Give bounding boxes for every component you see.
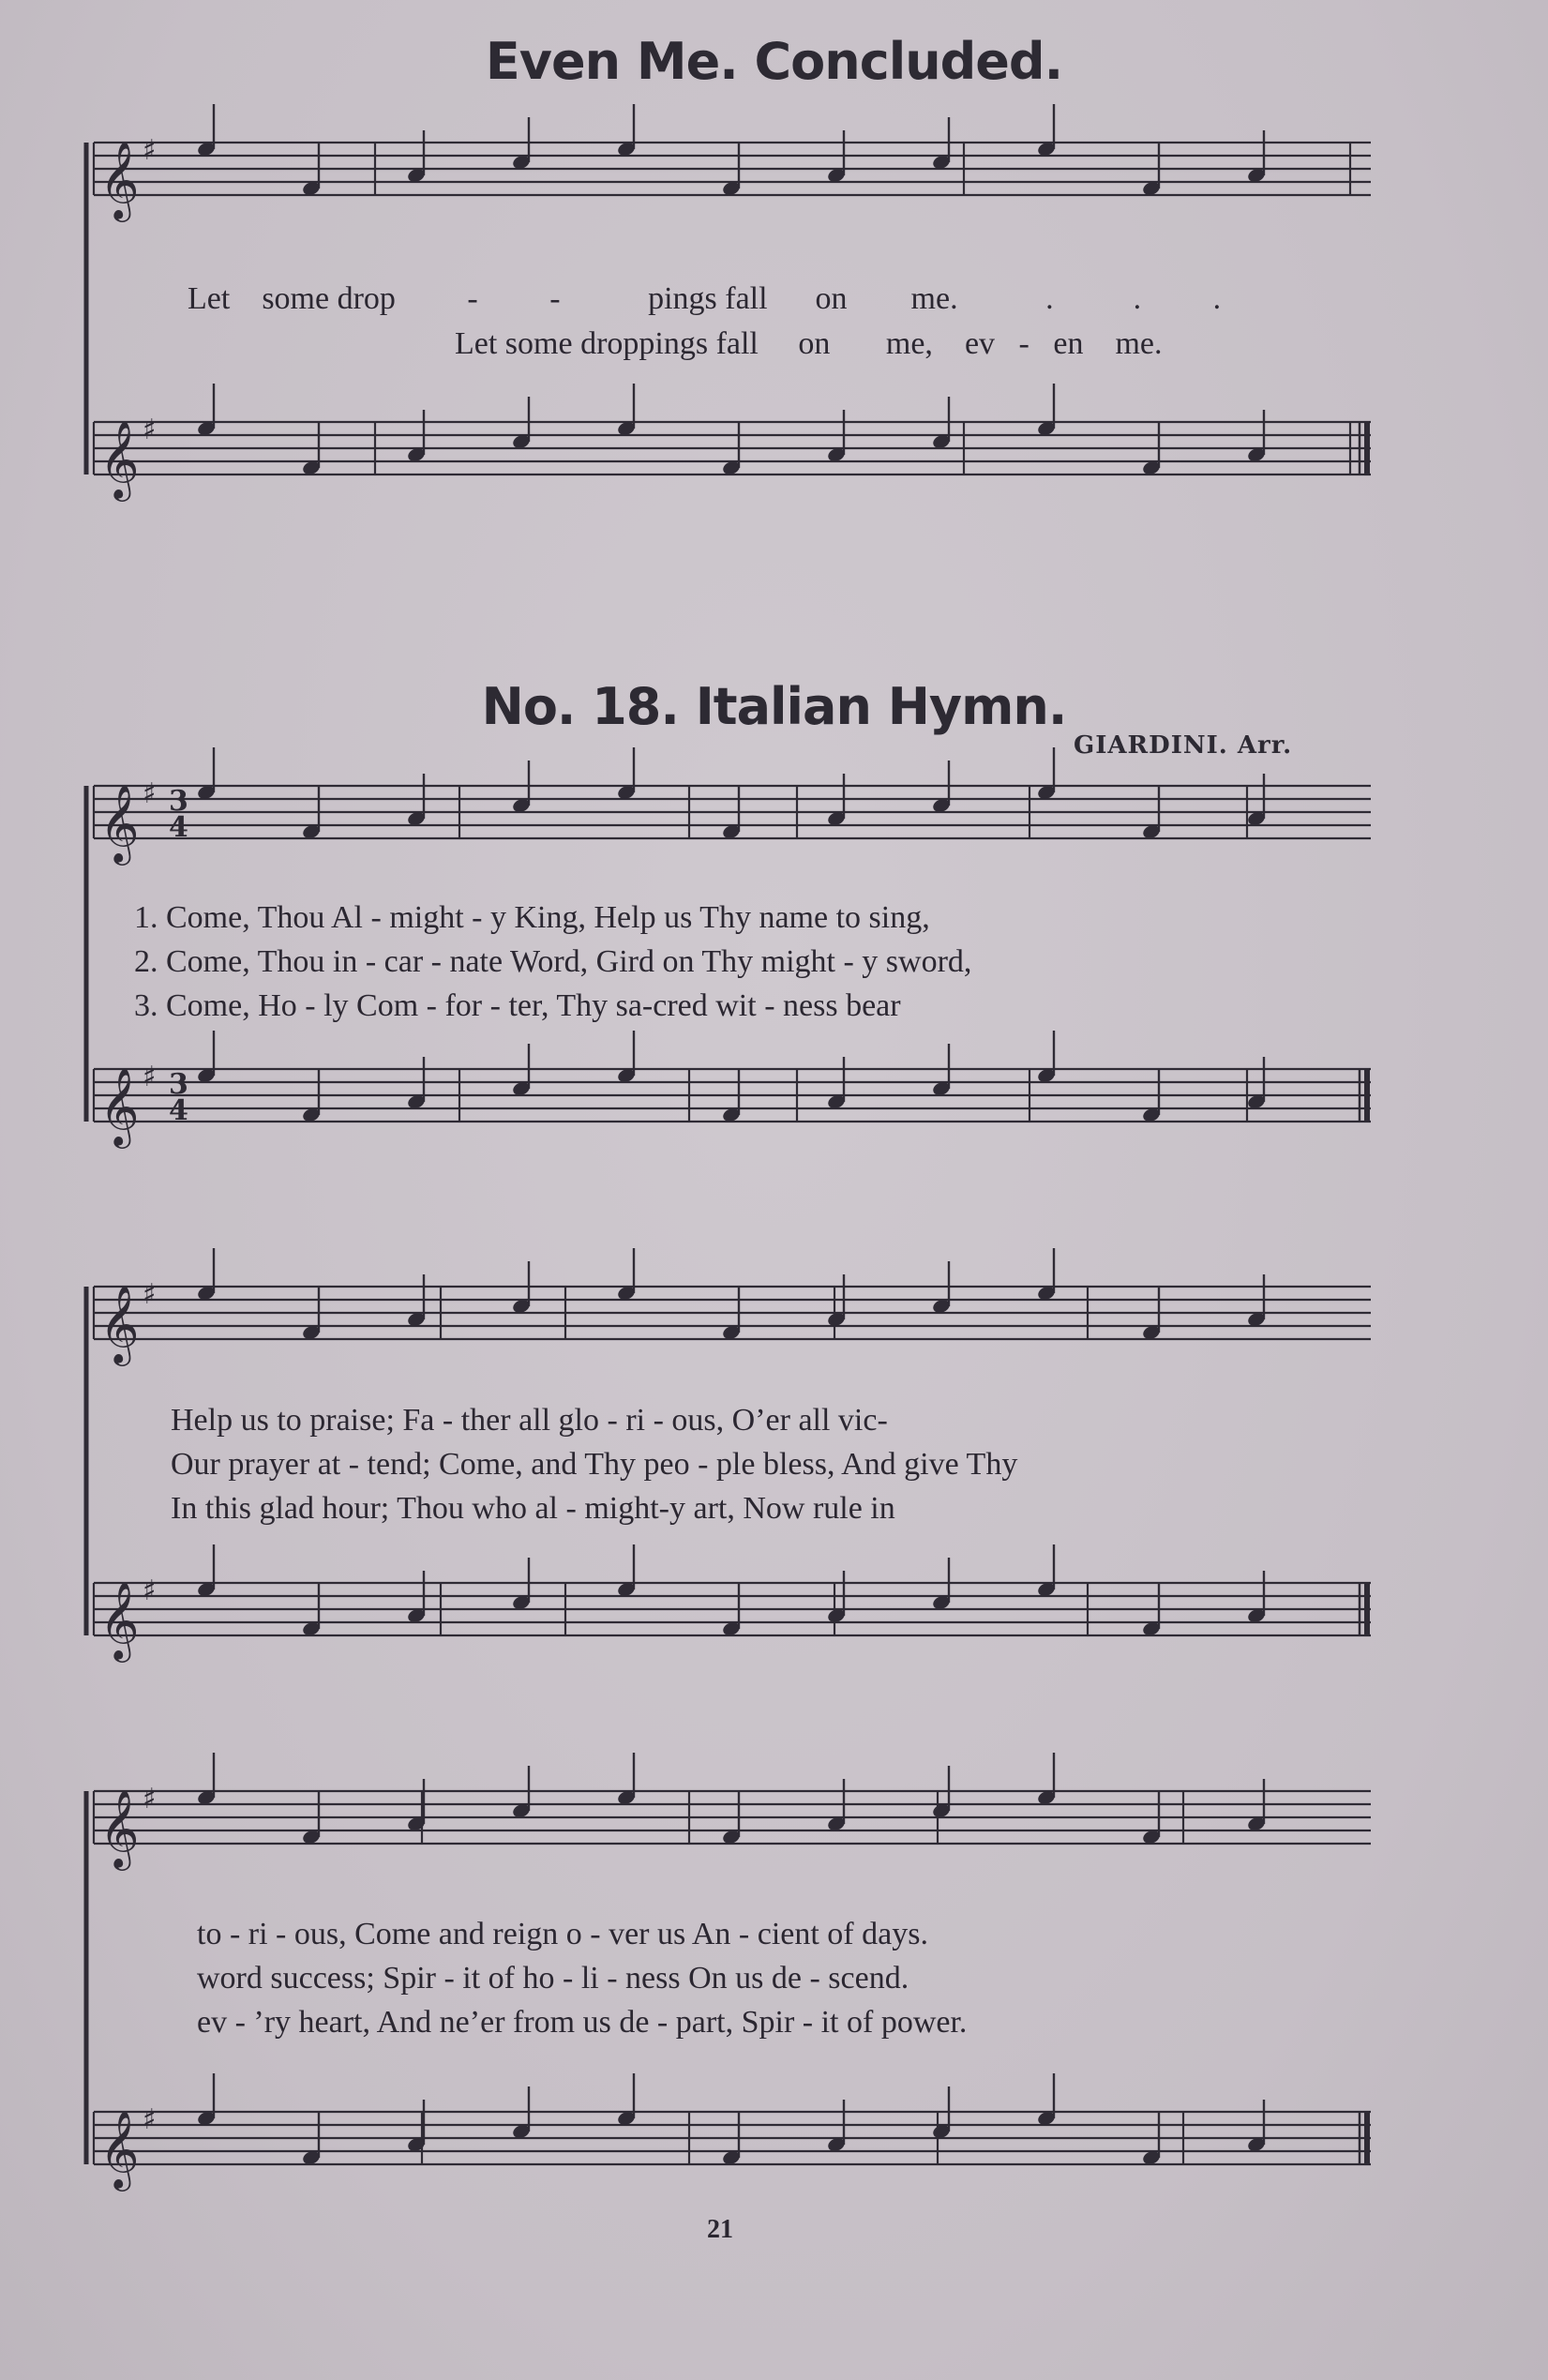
verse-1-line-3: to - ri - ous, Come and reign o - ver us An - cient of days.	[197, 1917, 928, 1951]
song-title-even-me: Even Me. Concluded.	[485, 32, 1063, 91]
svg-text:3: 3	[169, 1068, 188, 1101]
svg-text:♯: ♯	[143, 414, 157, 446]
svg-text:𝄞: 𝄞	[99, 1580, 140, 1659]
verse-1-line-1: 1. Come, Thou Al - might - y King, Help us Thy name to sing,	[134, 900, 930, 935]
svg-text:♯: ♯	[143, 1783, 157, 1815]
svg-text:4: 4	[169, 811, 188, 844]
svg-text:♯: ♯	[143, 1061, 157, 1093]
lyric-line: Let some drop - - pings fall on me. . . .	[188, 281, 1222, 316]
verse-2-line-2: Our prayer at - tend; Come, and Thy peo - ple bless, And give Thy	[171, 1447, 1018, 1482]
svg-text:♯: ♯	[143, 134, 157, 167]
page-number: 21	[707, 2215, 733, 2244]
svg-text:3: 3	[169, 785, 188, 818]
svg-text:♯: ♯	[143, 2103, 157, 2136]
lyric-line: Let some droppings fall on me, ev - en me.	[455, 326, 1163, 361]
verse-2-line-1: 2. Come, Thou in - car - nate Word, Gird on Thy might - y sword,	[134, 944, 972, 979]
svg-text:𝄞: 𝄞	[99, 1788, 140, 1867]
svg-text:𝄞: 𝄞	[99, 2109, 140, 2188]
svg-text:𝄞: 𝄞	[99, 419, 140, 498]
svg-text:𝄞: 𝄞	[99, 140, 140, 218]
svg-text:𝄞: 𝄞	[99, 1066, 140, 1145]
composer-credit: GIARDINI. Arr.	[1074, 731, 1293, 760]
song-title-italian-hymn: No. 18. Italian Hymn.	[481, 677, 1067, 736]
verse-3-line-1: 3. Come, Ho - ly Com - for - ter, Thy sa-cred wit - ness bear	[134, 988, 901, 1023]
svg-text:𝄞: 𝄞	[99, 783, 140, 862]
svg-text:4: 4	[169, 1094, 188, 1127]
svg-text:♯: ♯	[143, 1278, 157, 1311]
svg-text:𝄞: 𝄞	[99, 1284, 140, 1363]
verse-1-line-2: Help us to praise; Fa - ther all glo - ri - ous, O’er all vic-	[171, 1403, 888, 1438]
svg-text:♯: ♯	[143, 777, 157, 810]
verse-3-line-2: In this glad hour; Thou who al - might-y art, Now rule in	[171, 1491, 895, 1526]
verse-2-line-3: word success; Spir - it of ho - li - ness On us de - scend.	[197, 1961, 909, 1996]
svg-text:♯: ♯	[143, 1574, 157, 1607]
verse-3-line-3: ev - ’ry heart, And ne’er from us de - part, Spir - it of power.	[197, 2005, 968, 2040]
